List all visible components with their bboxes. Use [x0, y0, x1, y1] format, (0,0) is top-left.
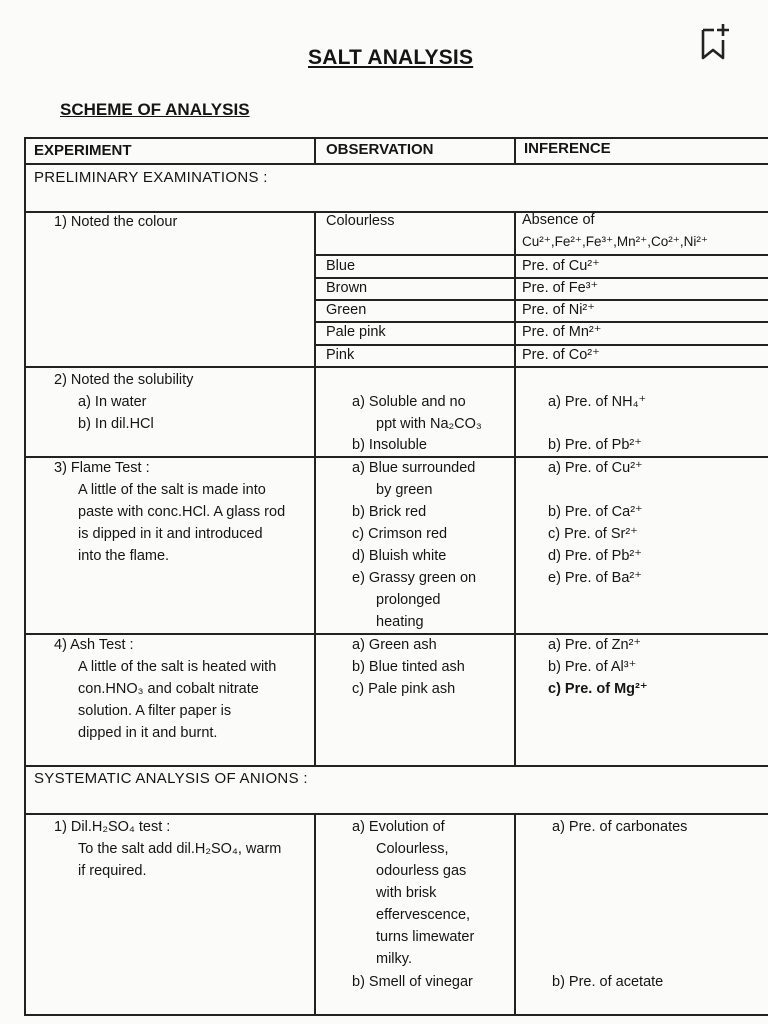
colour-test-experiment: 1) Noted the colour — [54, 214, 178, 230]
sulphuric-observation: a) Evolution of — [352, 819, 445, 835]
ash-observation: a) Green ash — [352, 637, 437, 653]
header-inference: INFERENCE — [524, 140, 611, 157]
sulphuric-inference: a) Pre. of carbonates — [552, 819, 688, 835]
flame-inference: c) Pre. of Sr²⁺ — [548, 526, 638, 542]
sulphuric-experiment: if required. — [78, 863, 147, 879]
flame-experiment: paste with conc.HCl. A glass rod — [78, 504, 286, 520]
sulphuric-observation: turns limewater — [376, 929, 475, 945]
ash-observation: b) Blue tinted ash — [352, 659, 465, 675]
colour-inference: Absence of — [522, 212, 595, 228]
section-subtitle: SCHEME OF ANALYSIS — [60, 100, 250, 119]
header-observation: OBSERVATION — [326, 141, 434, 158]
page-title: SALT ANALYSIS — [308, 46, 474, 69]
flame-observation: b) Brick red — [352, 504, 427, 520]
sulphuric-experiment: To the salt add dil.H₂SO₄, warm — [78, 841, 282, 857]
flame-observation: c) Crimson red — [352, 526, 448, 542]
flame-experiment: A little of the salt is made into — [78, 482, 266, 498]
colour-inference: Pre. of Cu²⁺ — [522, 258, 600, 274]
sulphuric-observation: Colourless, — [376, 841, 449, 857]
flame-observation: a) Blue surrounded — [352, 460, 476, 476]
ash-inference: a) Pre. of Zn²⁺ — [548, 637, 642, 653]
flame-experiment: into the flame. — [78, 548, 170, 564]
sulphuric-inference: b) Pre. of acetate — [552, 974, 664, 990]
flame-observation: heating — [376, 614, 424, 630]
sulphuric-observation: effervescence, — [376, 907, 471, 923]
ash-experiment: con.HNO₃ and cobalt nitrate — [78, 681, 259, 697]
section-preliminary: PRELIMINARY EXAMINATIONS : — [34, 169, 268, 186]
flame-observation: by green — [376, 482, 433, 498]
analysis-table — [24, 137, 768, 1017]
solubility-observation: ppt with Na₂CO₃ — [376, 416, 482, 432]
colour-inference: Cu²⁺,Fe²⁺,Fe³⁺,Mn²⁺,Co²⁺,Ni²⁺ — [522, 234, 709, 249]
sulphuric-observation: with brisk — [376, 885, 437, 901]
solubility-observation: a) Soluble and no — [352, 394, 466, 410]
solubility-inference: a) Pre. of NH₄⁺ — [548, 394, 647, 410]
sulphuric-observation: b) Smell of vinegar — [352, 974, 473, 990]
colour-inference: Pre. of Co²⁺ — [522, 347, 600, 363]
ash-experiment: A little of the salt is heated with — [78, 659, 277, 675]
sulphuric-experiment: 1) Dil.H₂SO₄ test : — [54, 819, 171, 835]
colour-observation: Colourless — [326, 213, 395, 229]
section-anions: SYSTEMATIC ANALYSIS OF ANIONS : — [34, 770, 308, 787]
ash-experiment: solution. A filter paper is — [78, 703, 232, 719]
ash-inference: c) Pre. of Mg²⁺ — [548, 681, 648, 697]
solubility-experiment: a) In water — [78, 394, 147, 410]
flame-observation: e) Grassy green on — [352, 570, 477, 586]
ash-inference: b) Pre. of Al³⁺ — [548, 659, 637, 675]
flame-inference: d) Pre. of Pb²⁺ — [548, 548, 642, 564]
flame-experiment: is dipped in it and introduced — [78, 526, 263, 542]
colour-observation: Green — [326, 302, 367, 318]
flame-inference: b) Pre. of Ca²⁺ — [548, 504, 643, 520]
colour-inference: Pre. of Fe³⁺ — [522, 280, 599, 296]
flame-observation: d) Bluish white — [352, 548, 447, 564]
sulphuric-observation: milky. — [376, 951, 412, 967]
flame-inference: e) Pre. of Ba²⁺ — [548, 570, 642, 586]
flame-inference: a) Pre. of Cu²⁺ — [548, 460, 643, 476]
ash-experiment: dipped in it and burnt. — [78, 725, 218, 741]
solubility-experiment: 2) Noted the solubility — [54, 372, 194, 388]
colour-observation: Pale pink — [326, 324, 386, 340]
ash-experiment: 4) Ash Test : — [54, 637, 134, 653]
ash-observation: c) Pale pink ash — [352, 681, 456, 697]
colour-inference: Pre. of Ni²⁺ — [522, 302, 595, 318]
flame-observation: prolonged — [376, 592, 441, 608]
colour-inference: Pre. of Mn²⁺ — [522, 324, 602, 340]
sulphuric-observation: odourless gas — [376, 863, 467, 879]
solubility-inference: b) Pre. of Pb²⁺ — [548, 437, 642, 453]
flame-experiment: 3) Flame Test : — [54, 460, 150, 476]
colour-observation: Brown — [326, 280, 368, 296]
header-experiment: EXPERIMENT — [34, 142, 132, 159]
solubility-observation: b) Insoluble — [352, 437, 427, 453]
solubility-experiment: b) In dil.HCl — [78, 416, 154, 432]
bookmark-add-icon[interactable] — [700, 22, 732, 62]
colour-observation: Pink — [326, 347, 355, 363]
colour-observation: Blue — [326, 258, 356, 274]
